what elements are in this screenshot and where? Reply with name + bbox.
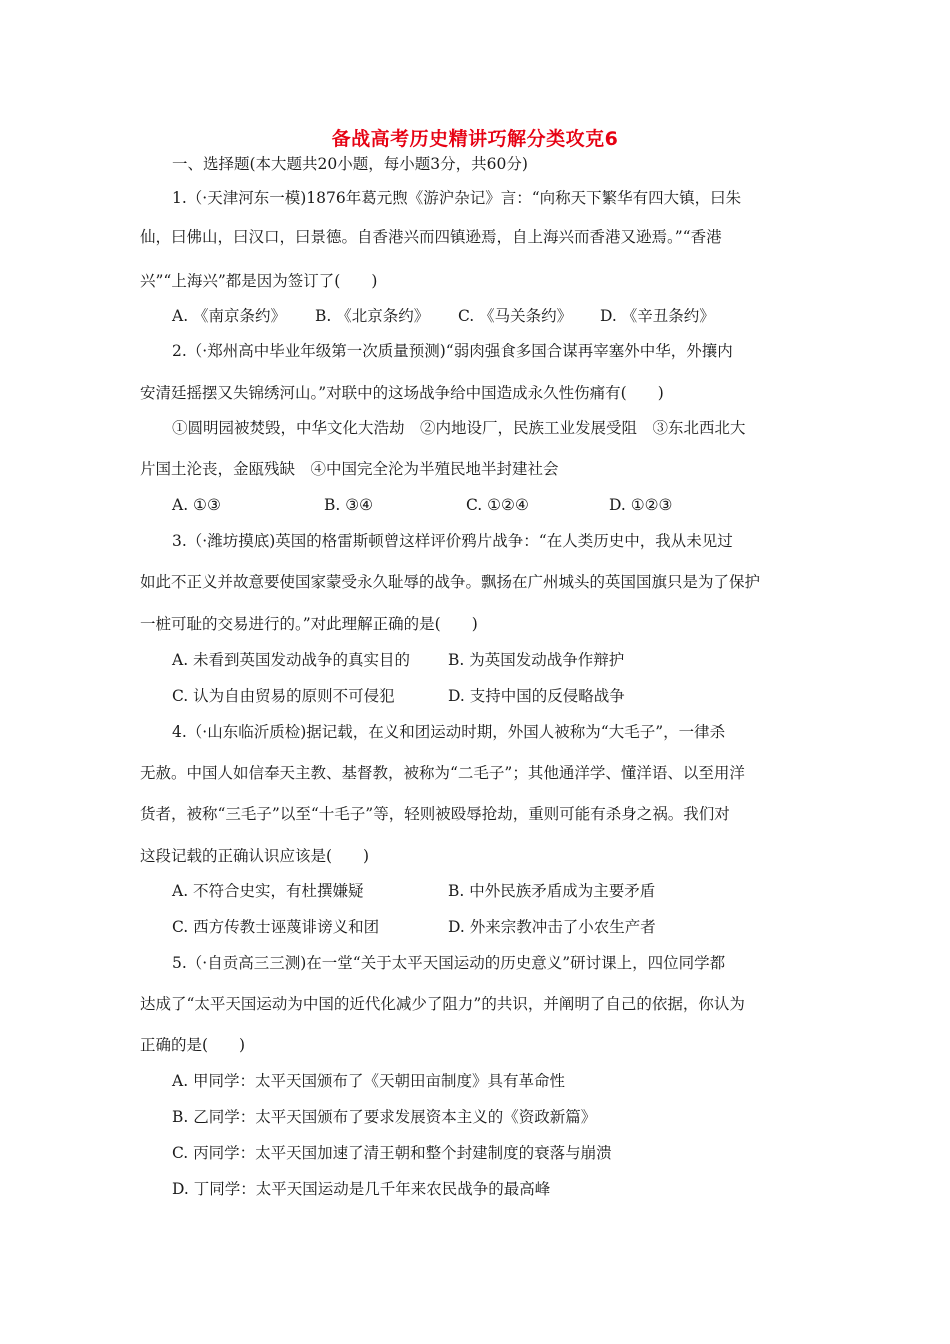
question-2-option-a: A. ①③ <box>172 496 221 514</box>
question-4-line-4: 这段记载的正确认识应该是( ) <box>140 847 370 865</box>
question-2-line-2: 安清廷摇摆又失锦绣河山。”对联中的这场战争给中国造成永久性伤痛有( ) <box>140 384 664 402</box>
section-heading: 一、选择题(本大题共20小题，每小题3分，共60分) <box>172 155 528 173</box>
question-2-line-1: 2.（·郑州高中毕业年级第一次质量预测)“弱肉强食多国合谋再宰塞外中华，外攘内 <box>172 342 733 360</box>
question-3-option-d: D. 支持中国的反侵略战争 <box>448 687 625 705</box>
question-3-line-3: 一桩可耻的交易进行的。”对此理解正确的是( ) <box>140 615 478 633</box>
question-5-option-a: A. 甲同学：太平天国颁布了《天朝田亩制度》具有革命性 <box>172 1072 566 1090</box>
question-5-line-3: 正确的是( ) <box>140 1036 246 1054</box>
document-title: 备战高考历史精讲巧解分类攻克6 <box>331 128 619 150</box>
question-5-line-1: 5.（·自贡高三三测)在一堂“关于太平天国运动的历史意义”研讨课上，四位同学都 <box>172 954 726 972</box>
question-2-option-d: D. ①②③ <box>609 496 673 514</box>
question-4-option-b: B. 中外民族矛盾成为主要矛盾 <box>448 882 656 900</box>
question-5-option-c: C. 丙同学：太平天国加速了清王朝和整个封建制度的衰落与崩溃 <box>172 1144 612 1162</box>
question-1-option-a: A. 《南京条约》 <box>172 307 287 325</box>
question-4-option-c: C. 西方传教士诬蔑诽谤义和团 <box>172 918 380 936</box>
question-4-line-2: 无赦。中国人如信奉天主教、基督教，被称为“二毛子”；其他通洋学、懂洋语、以至用洋 <box>140 764 745 782</box>
question-3-line-1: 3.（·潍坊摸底)英国的格雷斯顿曾这样评价鸦片战争：“在人类历史中，我从未见过 <box>172 532 733 550</box>
question-4-line-1: 4.（·山东临沂质检)据记载，在义和团运动时期，外国人被称为“大毛子”，一律杀 <box>172 723 726 741</box>
question-2-item-line-2: 片国土沦丧，金瓯残缺 ④中国完全沦为半殖民地半封建社会 <box>140 460 559 478</box>
question-3-option-c: C. 认为自由贸易的原则不可侵犯 <box>172 687 395 705</box>
question-1-option-c: C. 《马关条约》 <box>458 307 573 325</box>
question-1-line-2: 仙，曰佛山，曰汉口，曰景德。自香港兴而四镇逊焉，自上海兴而香港又逊焉。”“香港 <box>140 228 722 246</box>
question-5-line-2: 达成了“太平天国运动为中国的近代化减少了阻力”的共识，并阐明了自己的依据，你认为 <box>140 995 745 1013</box>
question-4-option-d: D. 外来宗教冲击了小农生产者 <box>448 918 656 936</box>
question-2-option-c: C. ①②④ <box>466 496 529 514</box>
question-2-option-b: B. ③④ <box>324 496 374 514</box>
question-1-option-b: B. 《北京条约》 <box>315 307 430 325</box>
question-5-option-b: B. 乙同学：太平天国颁布了要求发展资本主义的《资政新篇》 <box>172 1108 597 1126</box>
question-4-option-a: A. 不符合史实，有杜撰嫌疑 <box>172 882 364 900</box>
question-5-option-d: D. 丁同学：太平天国运动是几千年来农民战争的最高峰 <box>172 1180 551 1198</box>
question-2-item-line-1: ①圆明园被焚毁，中华文化大浩劫 ②内地设厂，民族工业发展受阻 ③东北西北大 <box>172 419 746 437</box>
question-1-line-3: 兴”“上海兴”都是因为签订了( ) <box>140 272 378 290</box>
question-3-option-a: A. 未看到英国发动战争的真实目的 <box>172 651 411 669</box>
question-1-option-d: D. 《辛丑条约》 <box>600 307 715 325</box>
question-3-line-2: 如此不正义并故意要使国家蒙受永久耻辱的战争。飘扬在广州城头的英国国旗只是为了保护 <box>140 573 761 591</box>
question-4-line-3: 货者，被称“三毛子”以至“十毛子”等，轻则被殴辱抢劫，重则可能有杀身之祸。我们对 <box>140 805 730 823</box>
question-1-line-1: 1.（·天津河东一模)1876年葛元煦《游沪杂记》言：“向称天下繁华有四大镇，曰朱 <box>172 189 742 207</box>
question-3-option-b: B. 为英国发动战争作辩护 <box>448 651 625 669</box>
